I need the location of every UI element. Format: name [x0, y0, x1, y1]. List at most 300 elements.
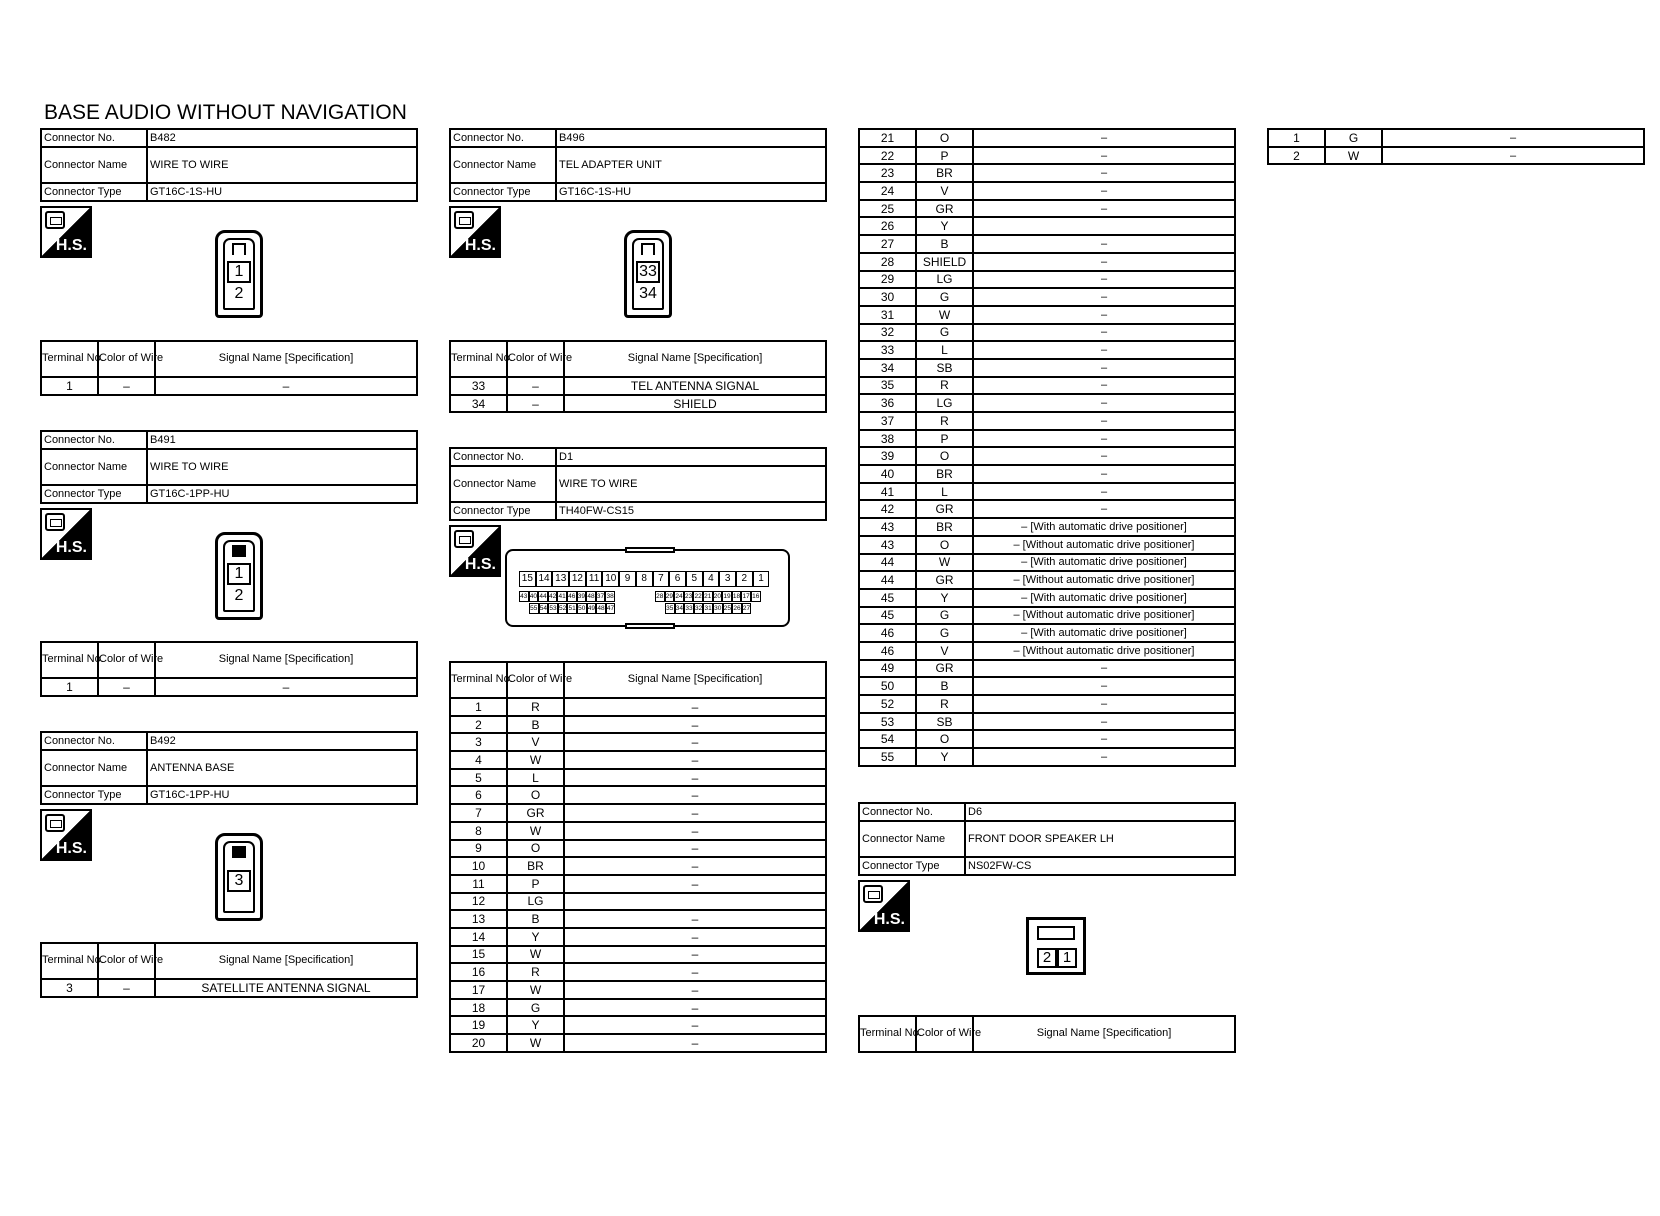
table-cell: 33	[450, 377, 507, 395]
table-cell: –	[973, 748, 1235, 766]
table-cell: R	[507, 963, 564, 981]
table-cell: 10	[450, 857, 507, 875]
table-row	[1268, 129, 1644, 147]
table-cell: BR	[916, 518, 973, 536]
terminal-header: Terminal No.	[450, 341, 507, 377]
table-cell: 32	[859, 324, 916, 342]
connector-symbol-icon	[45, 814, 65, 832]
header-row	[41, 943, 417, 979]
table-cell: Y	[507, 1016, 564, 1034]
info-value: B491	[147, 431, 417, 449]
table-cell: –	[973, 660, 1235, 678]
pin: 21	[704, 593, 712, 600]
table-cell: 1	[1268, 129, 1325, 147]
table-row	[450, 1016, 826, 1034]
table-cell: 4	[450, 751, 507, 769]
pin: 23	[684, 593, 693, 600]
table-cell: – [With automatic drive positioner]	[973, 624, 1235, 642]
table-cell: –	[98, 979, 155, 997]
table-cell: 19	[450, 1016, 507, 1034]
table-row	[859, 660, 1235, 678]
table-row	[859, 518, 1235, 536]
table-cell: Y	[916, 217, 973, 235]
table-cell: –	[564, 733, 826, 751]
info-row	[450, 466, 826, 502]
table-cell: W	[916, 306, 973, 324]
table-cell: 5	[450, 769, 507, 787]
connector-lock	[232, 243, 246, 255]
table-cell: –	[973, 271, 1235, 289]
table-row	[859, 147, 1235, 165]
signal-table-b491	[40, 641, 418, 697]
table-row	[450, 981, 826, 999]
table-cell: –	[564, 769, 826, 787]
info-value: WIRE TO WIRE	[147, 449, 417, 485]
table-cell: –	[564, 981, 826, 999]
table-cell: 34	[859, 359, 916, 377]
pin-2: 2	[1037, 948, 1057, 968]
header-row	[450, 662, 826, 698]
pin: 40	[529, 593, 537, 600]
table-row	[859, 589, 1235, 607]
table-cell: 55	[859, 748, 916, 766]
table-row	[859, 200, 1235, 218]
table-cell: O	[916, 129, 973, 147]
pin: 14	[536, 571, 553, 587]
table-row	[859, 235, 1235, 253]
harness-side-icon	[858, 880, 910, 932]
harness-side-icon	[40, 206, 92, 258]
pin: 44	[539, 593, 547, 600]
table-cell: –	[564, 1034, 826, 1052]
table-cell: 9	[450, 840, 507, 858]
table-row	[41, 678, 417, 696]
header-row	[859, 1016, 1235, 1052]
hs-label: H.S.	[464, 556, 496, 573]
table-cell: –	[98, 377, 155, 395]
table-row	[859, 748, 1235, 766]
table-row	[450, 1034, 826, 1052]
connector-info-b496	[449, 128, 827, 202]
table-cell: – [Without automatic drive positioner]	[973, 571, 1235, 589]
info-label: Connector Name	[450, 147, 556, 183]
table-cell: SHIELD	[564, 395, 826, 413]
info-value: B482	[147, 129, 417, 147]
table-row	[450, 928, 826, 946]
table-cell: 27	[859, 235, 916, 253]
table-cell: LG	[916, 394, 973, 412]
table-cell: –	[564, 946, 826, 964]
table-row	[859, 607, 1235, 625]
hs-label: H.S.	[55, 840, 87, 857]
table-cell: 43	[859, 518, 916, 536]
table-cell: 16	[450, 963, 507, 981]
pin: 48	[587, 593, 595, 600]
table-cell: 1	[450, 698, 507, 716]
table-cell: 41	[859, 483, 916, 501]
table-row	[450, 875, 826, 893]
table-cell: –	[973, 288, 1235, 306]
connector-lock	[625, 547, 675, 553]
signal-table-b482	[40, 340, 418, 396]
table-cell: O	[916, 447, 973, 465]
table-cell: BR	[507, 857, 564, 875]
table-cell: 3	[41, 979, 98, 997]
pin: 7	[653, 571, 670, 587]
table-cell: –	[973, 306, 1235, 324]
pin-row	[665, 603, 751, 614]
table-cell: V	[916, 642, 973, 660]
pin: 6	[669, 571, 686, 587]
table-cell: R	[916, 412, 973, 430]
connector-lock	[232, 846, 246, 858]
table-cell: W	[507, 981, 564, 999]
info-value: NS02FW-CS	[965, 857, 1235, 875]
table-cell: GR	[916, 200, 973, 218]
table-row	[859, 182, 1235, 200]
connector-face-d1	[505, 549, 790, 627]
table-row	[450, 804, 826, 822]
table-cell: 24	[859, 182, 916, 200]
table-row	[859, 217, 1235, 235]
connector-face-b496	[624, 230, 672, 318]
table-cell: L	[916, 483, 973, 501]
table-cell: –	[507, 395, 564, 413]
table-row	[859, 129, 1235, 147]
signal-header: Signal Name [Specification]	[155, 642, 417, 678]
table-cell: V	[507, 733, 564, 751]
table-cell: O	[507, 786, 564, 804]
connector-lock	[1037, 926, 1075, 940]
table-cell: 34	[450, 395, 507, 413]
info-value: ANTENNA BASE	[147, 750, 417, 786]
color-header: Color of Wire	[98, 642, 155, 678]
table-row	[859, 730, 1235, 748]
pin: 43	[520, 593, 528, 600]
info-value: TH40FW-CS15	[556, 502, 826, 520]
table-cell: –	[973, 465, 1235, 483]
table-cell: –	[564, 928, 826, 946]
table-cell: 44	[859, 571, 916, 589]
table-cell: 49	[859, 660, 916, 678]
table-row	[450, 822, 826, 840]
pin: 49	[587, 605, 595, 612]
table-cell: 46	[859, 642, 916, 660]
table-cell: 6	[450, 786, 507, 804]
table-cell: W	[507, 751, 564, 769]
table-cell: 45	[859, 589, 916, 607]
table-cell: 43	[859, 536, 916, 554]
pin-1: 1	[227, 261, 251, 283]
table-cell: W	[507, 1034, 564, 1052]
header-row	[450, 341, 826, 377]
table-cell: –	[973, 677, 1235, 695]
table-cell: Y	[916, 589, 973, 607]
table-row	[859, 412, 1235, 430]
info-label: Connector Type	[41, 183, 147, 201]
table-cell: 12	[450, 893, 507, 911]
info-label: Connector Name	[859, 821, 965, 857]
table-cell: –	[564, 698, 826, 716]
table-cell: G	[916, 624, 973, 642]
info-label: Connector Type	[450, 183, 556, 201]
table-cell: –	[564, 1016, 826, 1034]
table-row	[450, 840, 826, 858]
table-cell: –	[973, 164, 1235, 182]
pin: 9	[619, 571, 636, 587]
table-cell: –	[973, 235, 1235, 253]
table-cell: 35	[859, 377, 916, 395]
info-row	[450, 129, 826, 147]
info-row	[859, 803, 1235, 821]
table-cell: –	[564, 822, 826, 840]
table-row	[450, 698, 826, 716]
table-cell: –	[564, 857, 826, 875]
pin: 29	[665, 593, 673, 600]
table-cell: GR	[507, 804, 564, 822]
table-cell: –	[98, 678, 155, 696]
info-label: Connector Type	[41, 485, 147, 503]
pin: 8	[636, 571, 653, 587]
pin: 19	[723, 593, 731, 600]
table-cell: 42	[859, 500, 916, 518]
table-cell: –	[973, 695, 1235, 713]
table-cell: –	[973, 713, 1235, 731]
pin: 42	[548, 593, 557, 600]
table-row	[450, 910, 826, 928]
table-row	[1268, 147, 1644, 165]
info-value: D6	[965, 803, 1235, 821]
hs-label: H.S.	[464, 237, 496, 254]
info-label: Connector Name	[41, 449, 147, 485]
connector-symbol-icon	[45, 211, 65, 229]
table-cell: 2	[450, 716, 507, 734]
table-cell: –	[973, 253, 1235, 271]
table-cell: –	[564, 910, 826, 928]
pin: 15	[519, 571, 536, 587]
table-cell: –	[973, 324, 1235, 342]
table-cell: 31	[859, 306, 916, 324]
table-cell: 40	[859, 465, 916, 483]
info-value: FRONT DOOR SPEAKER LH	[965, 821, 1235, 857]
table-cell: GR	[916, 571, 973, 589]
table-cell: B	[916, 677, 973, 695]
info-row	[41, 750, 417, 786]
table-cell: 45	[859, 607, 916, 625]
table-cell: 3	[450, 733, 507, 751]
terminal-header: Terminal No.	[859, 1016, 916, 1052]
table-cell: V	[916, 182, 973, 200]
table-cell: 17	[450, 981, 507, 999]
table-cell: R	[916, 377, 973, 395]
pin: 18	[732, 593, 741, 600]
table-cell: 26	[859, 217, 916, 235]
info-label: Connector Name	[450, 466, 556, 502]
signal-table-d1_cont	[858, 128, 1236, 767]
table-row	[450, 716, 826, 734]
connector-face-b482	[215, 230, 263, 318]
harness-side-icon	[449, 206, 501, 258]
pin: 4	[703, 571, 720, 587]
table-row	[859, 695, 1235, 713]
signal-table-d6	[1267, 128, 1645, 165]
table-cell: 29	[859, 271, 916, 289]
info-value: GT16C-1PP-HU	[147, 485, 417, 503]
table-cell: R	[916, 695, 973, 713]
table-row	[859, 500, 1235, 518]
connector-symbol-icon	[45, 513, 65, 531]
table-cell: –	[973, 129, 1235, 147]
pin: 51	[568, 605, 576, 612]
table-cell: 20	[450, 1034, 507, 1052]
table-cell: TEL ANTENNA SIGNAL	[564, 377, 826, 395]
table-cell: –	[973, 412, 1235, 430]
table-row	[450, 893, 826, 911]
table-cell: P	[916, 430, 973, 448]
table-cell: –	[155, 377, 417, 395]
signal-header: Signal Name [Specification]	[155, 341, 417, 377]
pin: 5	[686, 571, 703, 587]
table-row	[859, 430, 1235, 448]
table-cell: –	[564, 716, 826, 734]
table-row	[450, 395, 826, 413]
table-cell: O	[916, 536, 973, 554]
table-cell: 50	[859, 677, 916, 695]
table-cell	[973, 217, 1235, 235]
color-header: Color of Wire	[916, 1016, 973, 1052]
pin: 55	[530, 605, 538, 612]
info-row	[450, 448, 826, 466]
pin: 41	[558, 593, 566, 600]
table-row	[859, 447, 1235, 465]
table-cell: 52	[859, 695, 916, 713]
table-row	[859, 624, 1235, 642]
table-cell: 33	[859, 341, 916, 359]
color-header: Color of Wire	[507, 341, 564, 377]
table-cell: 23	[859, 164, 916, 182]
table-cell: – [With automatic drive positioner]	[973, 589, 1235, 607]
table-cell: W	[507, 946, 564, 964]
info-value: GT16C-1S-HU	[556, 183, 826, 201]
pin: 12	[569, 571, 586, 587]
harness-side-icon	[449, 525, 501, 577]
table-cell: W	[916, 554, 973, 572]
info-row	[41, 431, 417, 449]
table-cell: 25	[859, 200, 916, 218]
table-cell: 37	[859, 412, 916, 430]
table-cell: 46	[859, 624, 916, 642]
header-row	[41, 341, 417, 377]
pin: 50	[578, 605, 586, 612]
table-cell: SB	[916, 359, 973, 377]
table-row	[859, 288, 1235, 306]
connector-face-d6	[1026, 917, 1086, 975]
connector-face-b491	[215, 532, 263, 620]
info-value: GT16C-1S-HU	[147, 183, 417, 201]
pin: 39	[577, 593, 585, 600]
table-cell: –	[564, 786, 826, 804]
table-cell: 1	[41, 678, 98, 696]
table-cell: –	[564, 804, 826, 822]
table-cell: 53	[859, 713, 916, 731]
table-cell: 21	[859, 129, 916, 147]
table-row	[859, 377, 1235, 395]
table-cell: 7	[450, 804, 507, 822]
pin: 32	[694, 605, 703, 612]
table-cell: 30	[859, 288, 916, 306]
table-cell: GR	[916, 660, 973, 678]
table-row	[859, 324, 1235, 342]
table-cell: –	[973, 447, 1235, 465]
table-cell: –	[564, 840, 826, 858]
pin: 52	[558, 605, 567, 612]
connector-info-b491	[40, 430, 418, 504]
pin-row	[519, 571, 769, 587]
info-label: Connector No.	[450, 448, 556, 466]
table-cell: –	[973, 147, 1235, 165]
table-cell	[564, 893, 826, 911]
pin: 46	[568, 593, 576, 600]
table-cell: SB	[916, 713, 973, 731]
table-cell: B	[507, 910, 564, 928]
table-cell: – [With automatic drive positioner]	[973, 554, 1235, 572]
pin: 1	[753, 571, 770, 587]
table-row	[859, 164, 1235, 182]
info-row	[41, 485, 417, 503]
terminal-header: Terminal No.	[41, 642, 98, 678]
table-cell: BR	[916, 164, 973, 182]
table-row	[450, 963, 826, 981]
table-row	[859, 483, 1235, 501]
pin: 3	[719, 571, 736, 587]
terminal-header: Terminal No.	[41, 943, 98, 979]
table-cell: –	[973, 182, 1235, 200]
table-cell: –	[564, 875, 826, 893]
table-cell: – [Without automatic drive positioner]	[973, 642, 1235, 660]
table-row	[450, 857, 826, 875]
pin: 10	[602, 571, 619, 587]
pin: 48	[597, 605, 605, 612]
connector-lock	[641, 243, 655, 255]
table-cell: 11	[450, 875, 507, 893]
table-cell: B	[507, 716, 564, 734]
connector-lock	[232, 545, 246, 557]
table-cell: O	[507, 840, 564, 858]
info-row	[41, 732, 417, 750]
table-cell: Y	[507, 928, 564, 946]
pin: 30	[714, 605, 722, 612]
table-cell: LG	[916, 271, 973, 289]
hs-label: H.S.	[55, 237, 87, 254]
pin: 13	[552, 571, 569, 587]
table-cell: –	[564, 751, 826, 769]
pin: 24	[675, 593, 683, 600]
info-label: Connector No.	[450, 129, 556, 147]
table-cell: G	[1325, 129, 1382, 147]
pin-1: 1	[1057, 948, 1077, 968]
pin: 35	[666, 605, 674, 612]
table-row	[859, 642, 1235, 660]
table-cell: –	[973, 200, 1235, 218]
table-cell: –	[973, 394, 1235, 412]
table-cell: 39	[859, 447, 916, 465]
pin: 31	[704, 605, 712, 612]
info-label: Connector No.	[41, 431, 147, 449]
table-row	[450, 946, 826, 964]
pin: 16	[752, 593, 760, 600]
info-row	[41, 129, 417, 147]
table-row	[859, 677, 1235, 695]
